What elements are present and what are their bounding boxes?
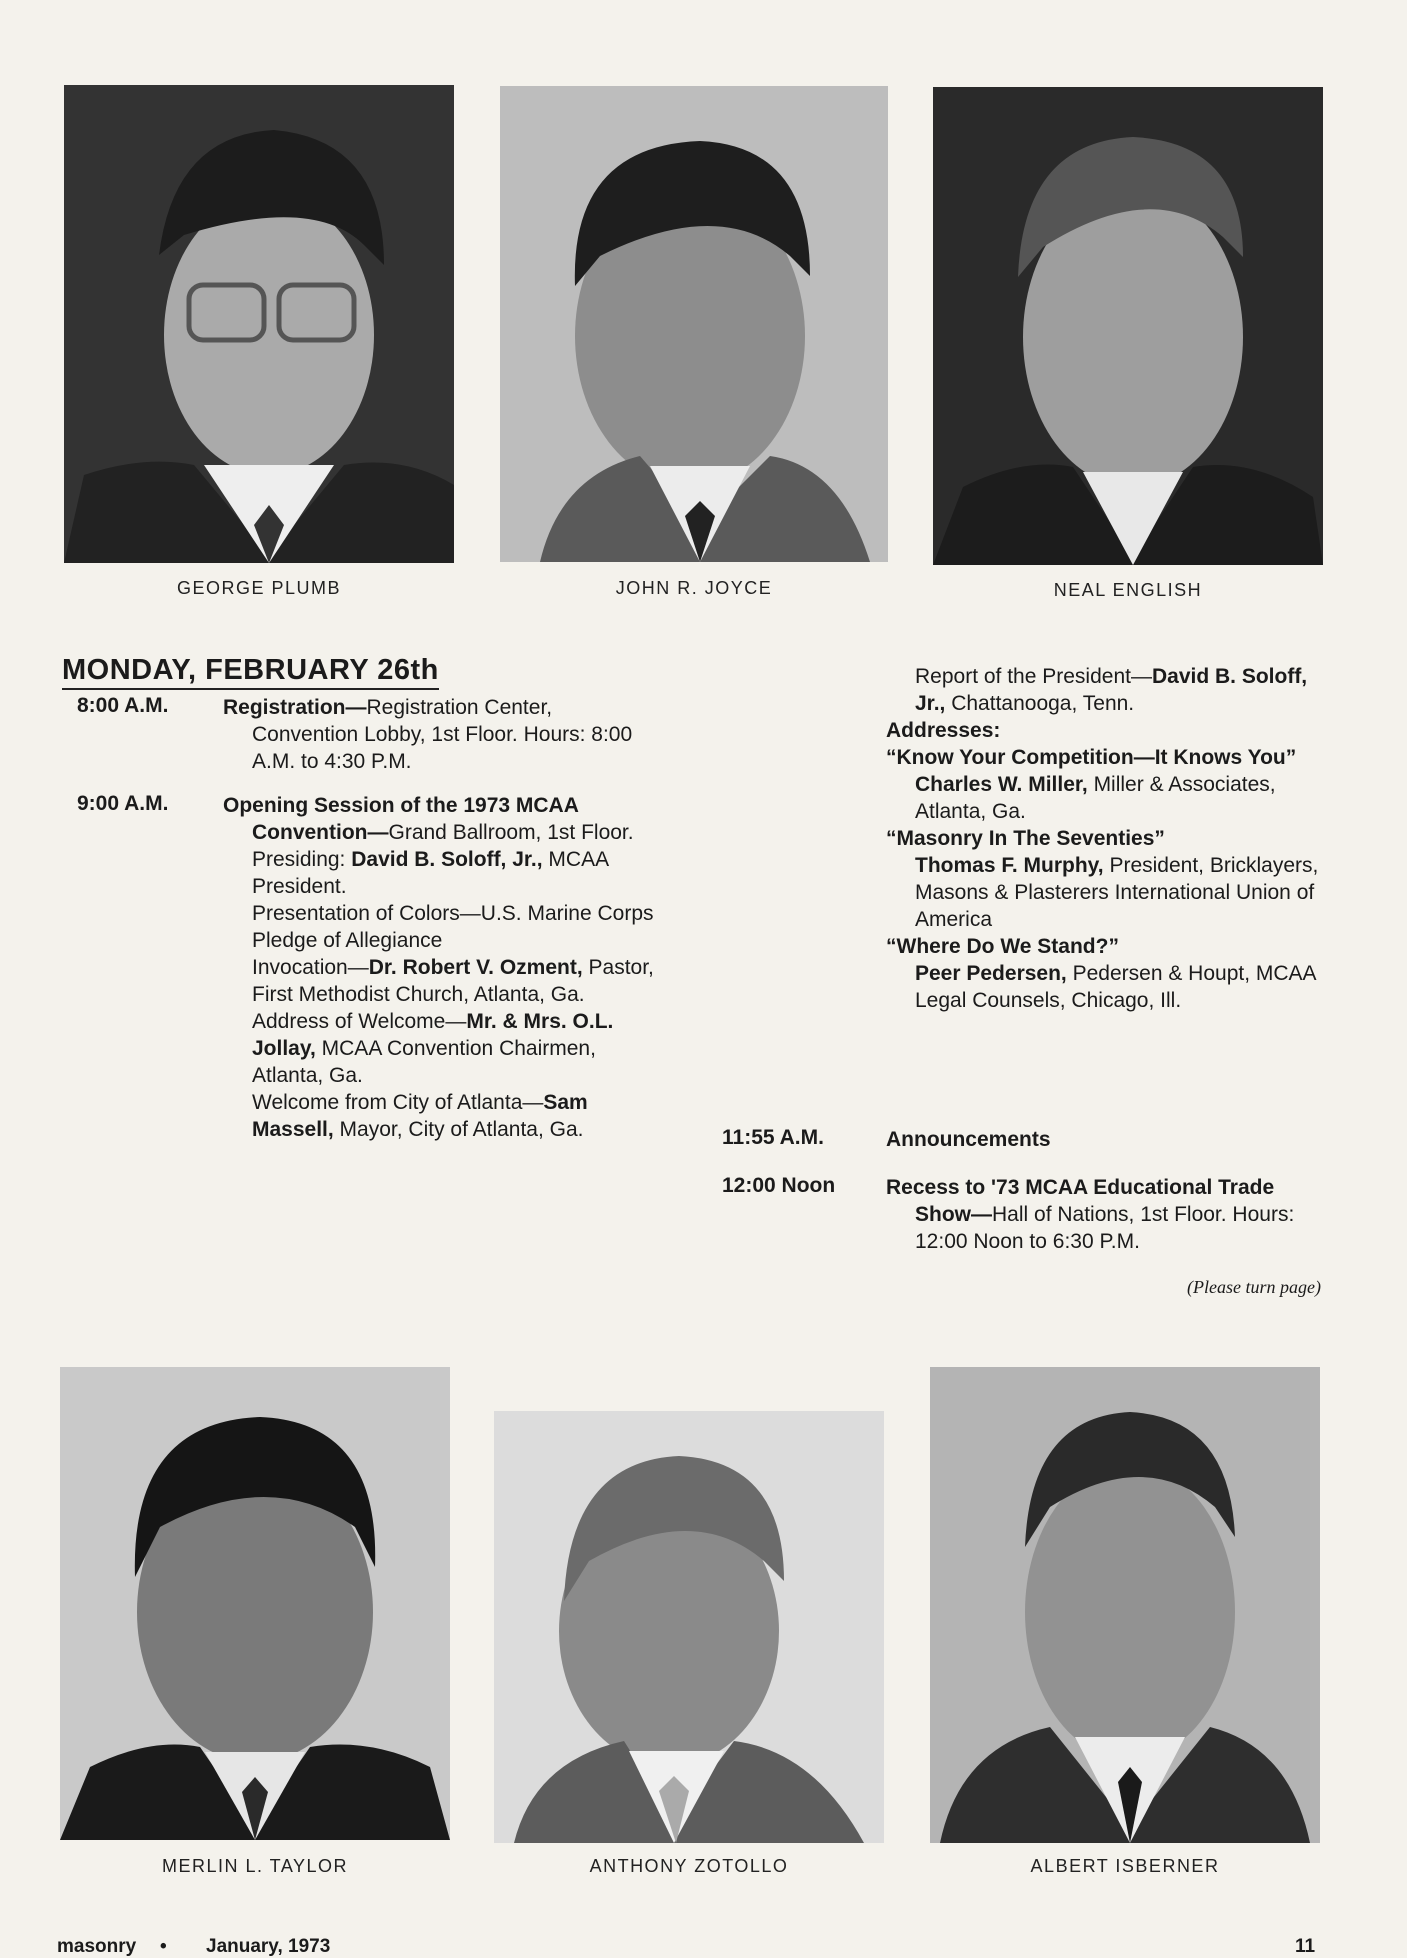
photo-albert-isberner <box>930 1367 1320 1843</box>
recess-title: Recess to '73 MCAA Educational Trade Show— <box>886 1176 1275 1226</box>
announcements-entry: Announcements <box>886 1128 1051 1151</box>
photo-george-plumb <box>64 85 454 563</box>
presiding-line: Presiding: David B. Soloff, Jr., MCAA President. <box>252 848 608 898</box>
turn-page-note: (Please turn page) <box>1187 1277 1321 1297</box>
recess-details: Hall of Nations, 1st Floor. Hours: 12:00 Noon to 6:30 P.M. <box>915 1203 1295 1253</box>
day-heading: MONDAY, FEBRUARY 26th <box>62 654 439 690</box>
city-welcome-line: Welcome from City of Atlanta—Sam Massell, Mayor, City of Atlanta, Ga. <box>252 1091 588 1141</box>
right-session-block <box>886 663 1323 1014</box>
time-8am: 8:00 A.M. <box>77 694 169 717</box>
colors-line: Presentation of Colors—U.S. Marine Corps <box>252 902 654 925</box>
time-noon: 12:00 Noon <box>722 1174 836 1197</box>
page-number: 11 <box>1295 1936 1316 1957</box>
photo-john-joyce <box>500 86 888 562</box>
address-2-speaker: Thomas F. Murphy, President, Bricklayers, Masons & Plasterers International Union of America <box>915 854 1319 931</box>
photo-neal-english <box>933 87 1323 565</box>
invocation-line: Invocation—Dr. Robert V. Ozment, Pastor, First Methodist Church, Atlanta, Ga. <box>252 956 654 1006</box>
welcome-address-line: Address of Welcome—Mr. & Mrs. O.L. Jollay, MCAA Convention Chairmen, Atlanta, Ga. <box>252 1010 614 1087</box>
caption-john-joyce: JOHN R. JOYCE <box>615 578 773 598</box>
caption-albert-isberner: ALBERT ISBERNER <box>1030 1856 1220 1876</box>
footer-bullet: • <box>160 1936 167 1957</box>
address-1-title: “Know Your Competition—It Knows You” <box>886 746 1297 769</box>
caption-anthony-zotollo: ANTHONY ZOTOLLO <box>589 1856 789 1876</box>
photo-anthony-zotollo <box>494 1411 884 1843</box>
caption-neal-english: NEAL ENGLISH <box>1053 580 1203 600</box>
time-1155am: 11:55 A.M. <box>722 1126 824 1149</box>
caption-george-plumb: GEORGE PLUMB <box>176 578 342 598</box>
time-9am: 9:00 A.M. <box>77 792 169 815</box>
opening-session-location: Grand Ballroom, 1st Floor. <box>388 821 634 844</box>
address-3-title: “Where Do We Stand?” <box>886 935 1119 958</box>
photo-merlin-taylor <box>60 1367 450 1840</box>
pledge-line: Pledge of Allegiance <box>252 929 443 952</box>
address-2-title: “Masonry In The Seventies” <box>886 827 1165 850</box>
registration-title: Registration— <box>223 696 367 719</box>
address-3-speaker: Peer Pedersen, Pedersen & Houpt, MCAA Legal Counsels, Chicago, Ill. <box>915 962 1316 1012</box>
caption-merlin-taylor: MERLIN L. TAYLOR <box>161 1856 349 1876</box>
recess-entry <box>886 1174 1323 1255</box>
registration-entry <box>223 694 662 775</box>
opening-session-title: Opening Session of the 1973 MCAA Convention— <box>223 794 579 844</box>
addresses-label: Addresses: <box>886 719 1001 742</box>
opening-session-entry <box>223 792 662 1143</box>
footer-magazine: masonry <box>57 1936 137 1957</box>
registration-details: Registration Center, Convention Lobby, 1st Floor. Hours: 8:00 A.M. to 4:30 P.M. <box>252 696 633 773</box>
president-report-line: Report of the President—David B. Soloff, Jr., Chattanooga, Tenn. <box>915 665 1308 715</box>
footer-date: January, 1973 <box>206 1936 331 1957</box>
address-1-speaker: Charles W. Miller, Miller & Associates, Atlanta, Ga. <box>915 773 1276 823</box>
